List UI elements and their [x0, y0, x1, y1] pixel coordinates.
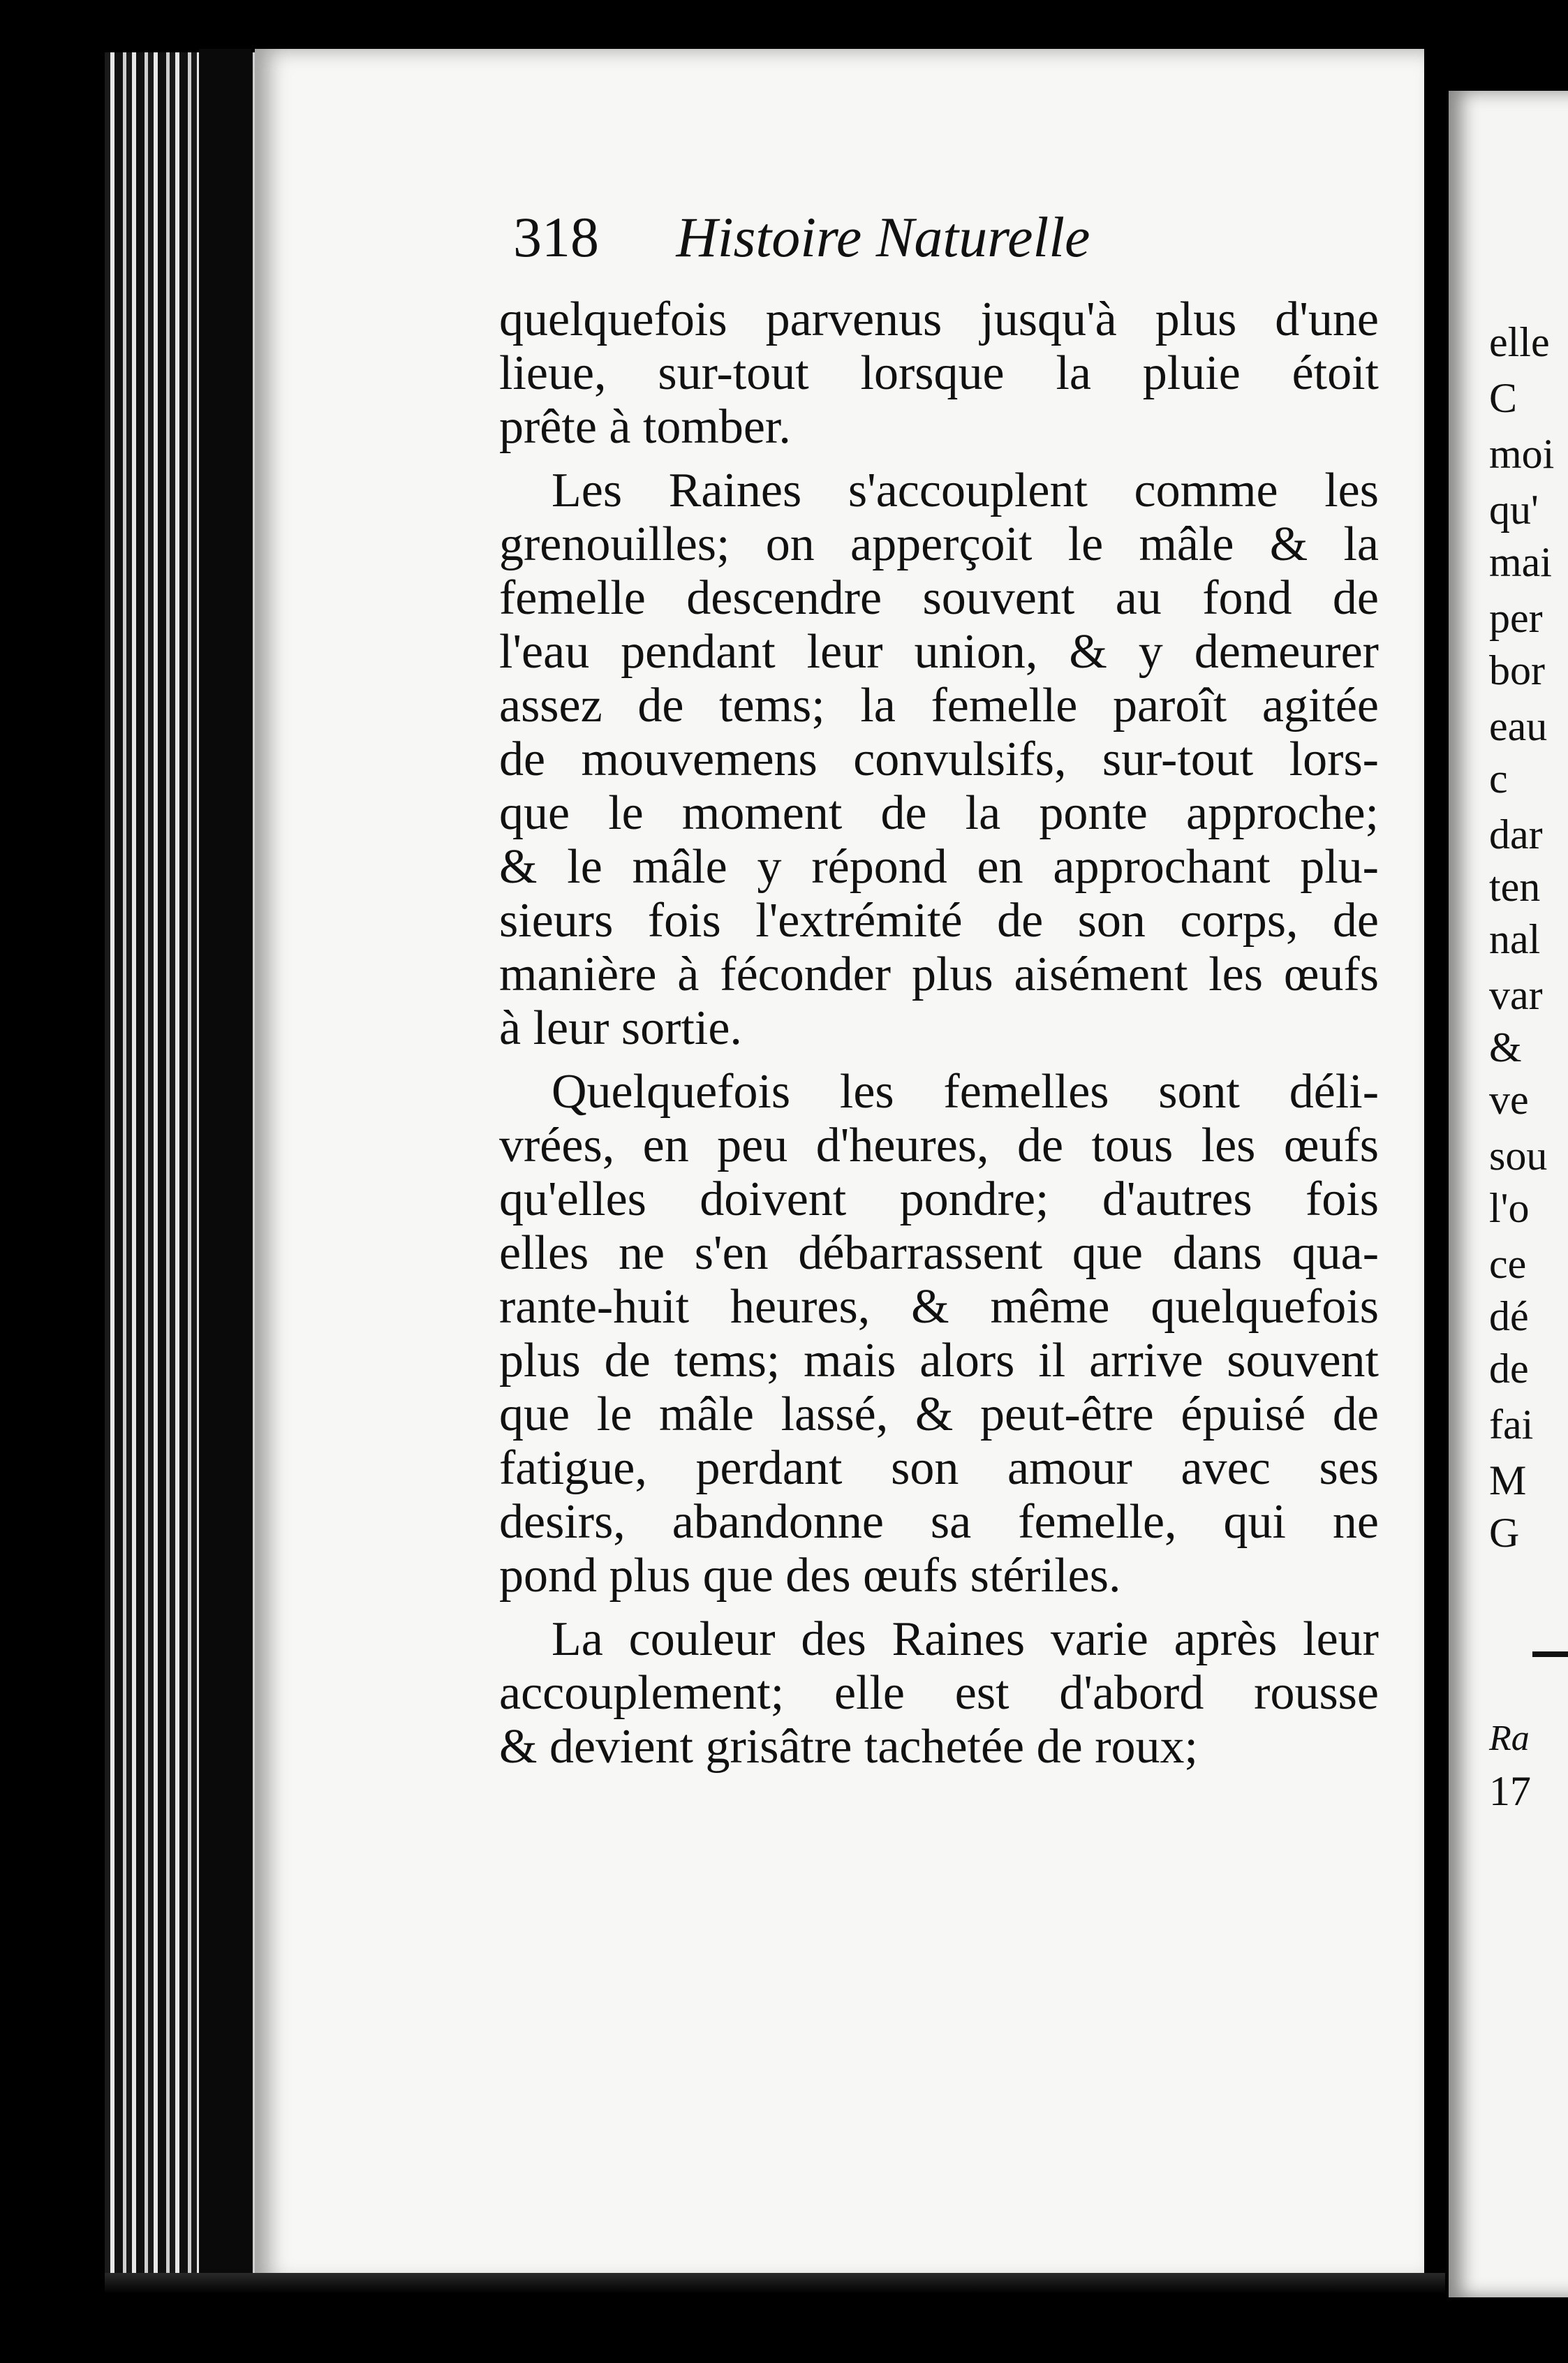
facing-text-fragment: de	[1489, 1346, 1529, 1392]
text-line: à leur sortie.	[499, 1001, 742, 1055]
text-line: de mouvemens convulsifs, sur-tout lors-	[499, 733, 1379, 786]
text-line: manière à féconder plus aisément les œufs	[499, 948, 1379, 1001]
text-line: fatigue, perdant son amour avec ses	[499, 1441, 1379, 1495]
facing-text-fragment: &	[1489, 1024, 1522, 1070]
facing-text-fragment: 17	[1489, 1768, 1531, 1814]
facing-text-fragment: sou	[1489, 1133, 1548, 1179]
text-line: vrées, en peu d'heures, de tous les œufs	[499, 1119, 1379, 1172]
facing-text-fragment: var	[1489, 972, 1543, 1018]
text-line: sieurs fois l'extrémité de son corps, de	[499, 894, 1379, 948]
facing-text-fragment: dé	[1489, 1293, 1529, 1339]
text-line: l'eau pendant leur union, & y demeurer	[499, 625, 1379, 679]
facing-text-fragment: mai	[1489, 539, 1552, 585]
facing-text-fragment: ve	[1489, 1077, 1529, 1123]
facing-text-fragment: bor	[1489, 647, 1545, 693]
facing-text-fragment: l'o	[1489, 1185, 1530, 1231]
facing-text-fragment: elle	[1489, 319, 1550, 365]
page-number: 318	[513, 205, 599, 269]
text-line: La couleur des Raines varie après leur	[552, 1612, 1379, 1666]
facing-text-fragment: eau	[1489, 703, 1548, 749]
text-line: Les Raines s'accouplent comme les	[552, 464, 1379, 517]
text-line: lieue, sur-tout lorsque la pluie étoit	[499, 346, 1379, 400]
text-line: & le mâle y répond en approchant plu-	[499, 840, 1379, 894]
facing-text-fragment: moi	[1489, 431, 1555, 477]
text-line: accouplement; elle est d'abord rousse	[499, 1666, 1379, 1720]
facing-text-fragment: C	[1489, 375, 1518, 421]
binding-shadow	[199, 49, 251, 2276]
facing-text-fragment: fai	[1489, 1401, 1534, 1448]
facing-text-fragment: ce	[1489, 1241, 1527, 1287]
text-line: grenouilles; on apperçoit le mâle & la	[499, 517, 1379, 571]
text-line: prête à tomber.	[499, 400, 791, 454]
facing-text-fragment: nal	[1489, 916, 1541, 962]
text-line: pond plus que des œufs stériles.	[499, 1549, 1121, 1603]
text-line: rante-huit heures, & même quelquefois	[499, 1280, 1379, 1334]
facing-text-fragment: G	[1489, 1510, 1520, 1556]
facing-text-fragment: dar	[1489, 811, 1543, 857]
text-line: que le moment de la ponte approche;	[499, 786, 1379, 840]
text-line: que le mâle lassé, & peut-être épuisé de	[499, 1387, 1379, 1441]
facing-text-fragment: qu'	[1489, 487, 1539, 533]
text-line: assez de tems; la femelle paroît agitée	[499, 679, 1379, 733]
text-line: qu'elles doivent pondre; d'autres fois	[499, 1172, 1379, 1226]
facing-text-fragment: per	[1489, 595, 1543, 641]
text-line: plus de tems; mais alors il arrive souvent	[499, 1334, 1379, 1387]
text-line: desirs, abandonne sa femelle, qui ne	[499, 1495, 1379, 1549]
facing-text-fragment: M	[1489, 1457, 1527, 1503]
facing-text-fragment: Ra	[1489, 1718, 1530, 1758]
page-bottom-edge	[105, 2273, 1445, 2294]
text-line: Quelquefois les femelles sont déli-	[552, 1065, 1379, 1119]
facing-page-rule	[1532, 1651, 1568, 1657]
text-line: elles ne s'en débarrassent que dans qua-	[499, 1226, 1379, 1280]
facing-text-fragment: ten	[1489, 864, 1541, 910]
running-header	[513, 203, 1090, 272]
facing-text-fragment: c	[1489, 756, 1508, 802]
text-line: quelquefois parvenus jusqu'à plus d'une	[499, 293, 1379, 346]
running-title: Histoire Naturelle	[676, 205, 1090, 269]
text-line: & devient grisâtre tachetée de roux;	[499, 1720, 1198, 1774]
text-line: femelle descendre souvent au fond de	[499, 571, 1379, 625]
